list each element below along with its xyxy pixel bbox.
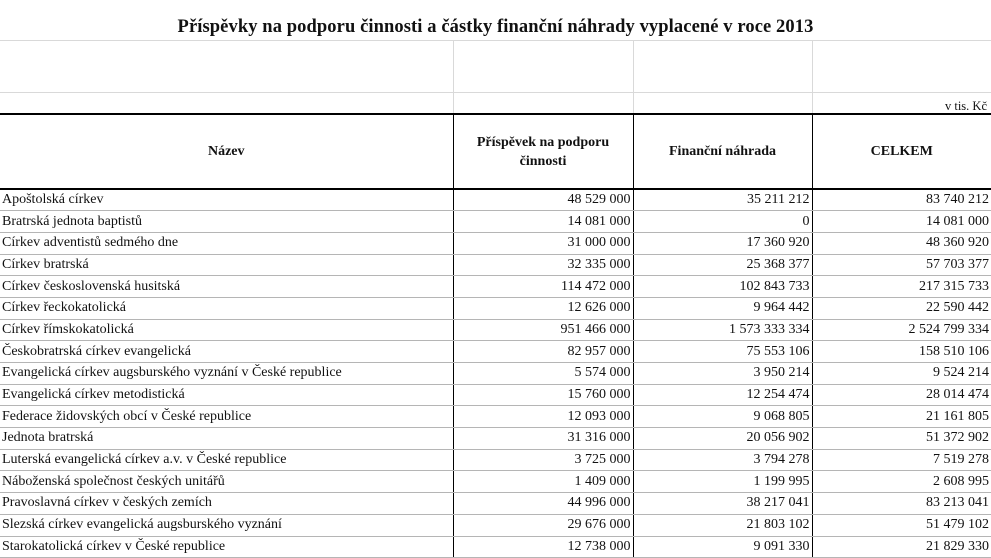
cell-total: 2 524 799 334	[812, 319, 991, 341]
cell-name: Pravoslavná církev v českých zemích	[0, 493, 453, 515]
grid-line	[633, 40, 634, 113]
cell-contribution: 114 472 000	[453, 276, 633, 298]
cell-total: 51 479 102	[812, 514, 991, 536]
cell-contribution: 3 725 000	[453, 449, 633, 471]
cell-compensation: 9 964 442	[633, 297, 812, 319]
cell-contribution: 32 335 000	[453, 254, 633, 276]
header-total: CELKEM	[812, 114, 991, 189]
cell-name: Apoštolská církev	[0, 189, 453, 211]
table-row	[0, 471, 991, 493]
cell-compensation: 75 553 106	[633, 341, 812, 363]
page-title: Příspěvky na podporu činnosti a částky finanční náhrady vyplacené v roce 2013	[177, 17, 814, 37]
cell-total: 7 519 278	[812, 449, 991, 471]
table-row	[0, 297, 991, 319]
cell-compensation: 20 056 902	[633, 428, 812, 450]
cell-total: 9 524 214	[812, 363, 991, 385]
cell-contribution: 12 738 000	[453, 536, 633, 558]
cell-name: Evangelická církev metodistická	[0, 384, 453, 406]
cell-total: 2 608 995	[812, 471, 991, 493]
cell-total: 22 590 442	[812, 297, 991, 319]
cell-total: 28 014 474	[812, 384, 991, 406]
cell-contribution: 31 000 000	[453, 232, 633, 254]
cell-compensation: 38 217 041	[633, 493, 812, 515]
header-compensation: Finanční náhrada	[633, 114, 812, 189]
cell-total: 83 213 041	[812, 493, 991, 515]
header-row	[0, 114, 991, 189]
table-row	[0, 211, 991, 233]
table-row	[0, 493, 991, 515]
table-row	[0, 189, 991, 211]
table-row	[0, 254, 991, 276]
cell-name: Slezská církev evangelická augsburského vyznání	[0, 514, 453, 536]
cell-total: 217 315 733	[812, 276, 991, 298]
cell-contribution: 44 996 000	[453, 493, 633, 515]
cell-contribution: 82 957 000	[453, 341, 633, 363]
cell-total: 21 161 805	[812, 406, 991, 428]
cell-name: Církev československá husitská	[0, 276, 453, 298]
table-row	[0, 276, 991, 298]
cell-compensation: 1 573 333 334	[633, 319, 812, 341]
cell-name: Bratrská jednota baptistů	[0, 211, 453, 233]
cell-name: Českobratrská církev evangelická	[0, 341, 453, 363]
cell-contribution: 12 626 000	[453, 297, 633, 319]
table-row	[0, 232, 991, 254]
cell-compensation: 0	[633, 211, 812, 233]
table-row	[0, 536, 991, 558]
cell-name: Církev adventistů sedmého dne	[0, 232, 453, 254]
data-table	[0, 113, 991, 558]
cell-name: Starokatolická církev v České republice	[0, 536, 453, 558]
unit-label: v tis. Kč	[944, 99, 987, 113]
cell-total: 48 360 920	[812, 232, 991, 254]
cell-contribution: 14 081 000	[453, 211, 633, 233]
cell-contribution: 15 760 000	[453, 384, 633, 406]
cell-compensation: 12 254 474	[633, 384, 812, 406]
table-body	[0, 189, 991, 558]
table-row	[0, 406, 991, 428]
cell-contribution: 31 316 000	[453, 428, 633, 450]
cell-compensation: 21 803 102	[633, 514, 812, 536]
cell-name: Církev bratrská	[0, 254, 453, 276]
cell-compensation: 1 199 995	[633, 471, 812, 493]
cell-compensation: 3 950 214	[633, 363, 812, 385]
grid-line	[812, 40, 813, 113]
cell-compensation: 25 368 377	[633, 254, 812, 276]
table-row	[0, 363, 991, 385]
header-contribution: Příspěvek na podporu činnosti	[453, 114, 633, 189]
table-row	[0, 449, 991, 471]
table-row	[0, 341, 991, 363]
cell-contribution: 5 574 000	[453, 363, 633, 385]
cell-name: Luterská evangelická církev a.v. v České republice	[0, 449, 453, 471]
cell-compensation: 102 843 733	[633, 276, 812, 298]
cell-total: 83 740 212	[812, 189, 991, 211]
table-row	[0, 319, 991, 341]
cell-compensation: 3 794 278	[633, 449, 812, 471]
cell-compensation: 9 068 805	[633, 406, 812, 428]
cell-contribution: 12 093 000	[453, 406, 633, 428]
cell-compensation: 35 211 212	[633, 189, 812, 211]
grid-line	[0, 40, 991, 41]
cell-name: Církev římskokatolická	[0, 319, 453, 341]
table-row	[0, 514, 991, 536]
cell-contribution: 1 409 000	[453, 471, 633, 493]
cell-total: 21 829 330	[812, 536, 991, 558]
grid-line	[453, 40, 454, 113]
cell-total: 158 510 106	[812, 341, 991, 363]
grid-line	[0, 92, 991, 93]
cell-total: 51 372 902	[812, 428, 991, 450]
header-name: Název	[0, 114, 453, 189]
cell-name: Náboženská společnost českých unitářů	[0, 471, 453, 493]
cell-compensation: 17 360 920	[633, 232, 812, 254]
cell-total: 14 081 000	[812, 211, 991, 233]
cell-name: Evangelická církev augsburského vyznání v České republice	[0, 363, 453, 385]
cell-total: 57 703 377	[812, 254, 991, 276]
table-row	[0, 428, 991, 450]
cell-name: Církev řeckokatolická	[0, 297, 453, 319]
cell-contribution: 48 529 000	[453, 189, 633, 211]
cell-contribution: 951 466 000	[453, 319, 633, 341]
cell-compensation: 9 091 330	[633, 536, 812, 558]
table-row	[0, 384, 991, 406]
cell-name: Jednota bratrská	[0, 428, 453, 450]
cell-contribution: 29 676 000	[453, 514, 633, 536]
cell-name: Federace židovských obcí v České republice	[0, 406, 453, 428]
